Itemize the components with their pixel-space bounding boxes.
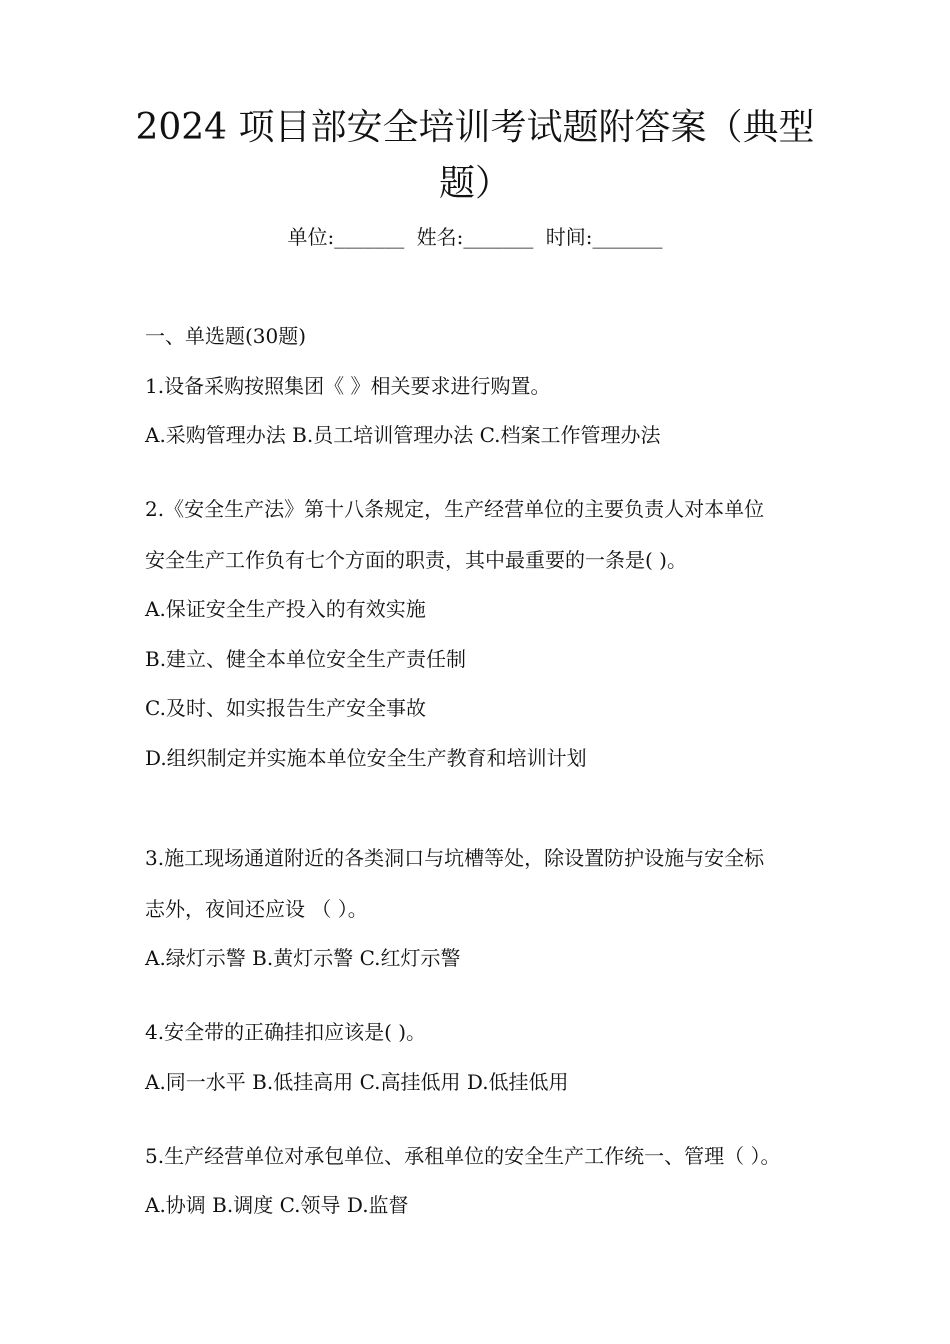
question-3-stem-line-2: 志外，夜间还应设 （ ）。 — [145, 897, 368, 921]
question-5-options: A.协调 B.调度 C.领导 D.监督 — [145, 1193, 409, 1217]
question-4-stem-line-1: 4.安全带的正确挂扣应该是( )。 — [145, 1020, 427, 1044]
question-5-stem-line-1: 5.生产经营单位对承包单位、承租单位的安全生产工作统一、管理（ ）。 — [145, 1144, 781, 1168]
question-2-option-d: D.组织制定并实施本单位安全生产教育和培训计划 — [145, 746, 587, 770]
title-line-2: 题） — [438, 163, 511, 204]
unit-field: 单位:_______ — [287, 225, 405, 249]
question-2-option-b: B.建立、健全本单位安全生产责任制 — [145, 647, 467, 671]
section-heading: 一、单选题(30题) — [145, 324, 307, 348]
header-fields — [0, 222, 950, 252]
time-field: 时间:_______ — [545, 225, 663, 249]
question-3-options: A.绿灯示警 B.黄灯示警 C.红灯示警 — [145, 946, 461, 970]
question-4-options: A.同一水平 B.低挂高用 C.高挂低用 D.低挂低用 — [145, 1070, 569, 1094]
name-field: 姓名:_______ — [416, 225, 534, 249]
title-line-1: 2024 项目部安全培训考试题附答案（典型 — [135, 107, 815, 148]
question-2-stem-line-2: 安全生产工作负有七个方面的职责，其中最重要的一条是( )。 — [145, 548, 687, 572]
question-2-stem-line-1: 2.《安全生产法》第十八条规定，生产经营单位的主要负责人对本单位 — [145, 497, 765, 521]
question-2-option-a: A.保证安全生产投入的有效实施 — [145, 597, 426, 621]
question-1-options: A.采购管理办法 B.员工培训管理办法 C.档案工作管理办法 — [145, 423, 661, 447]
document-title — [120, 100, 830, 212]
question-2-option-c: C.及时、如实报告生产安全事故 — [145, 696, 426, 720]
question-1-stem-line-1: 1.设备采购按照集团《 》相关要求进行购置。 — [145, 374, 551, 398]
question-3-stem-line-1: 3.施工现场通道附近的各类洞口与坑槽等处，除设置防护设施与安全标 — [145, 846, 765, 870]
